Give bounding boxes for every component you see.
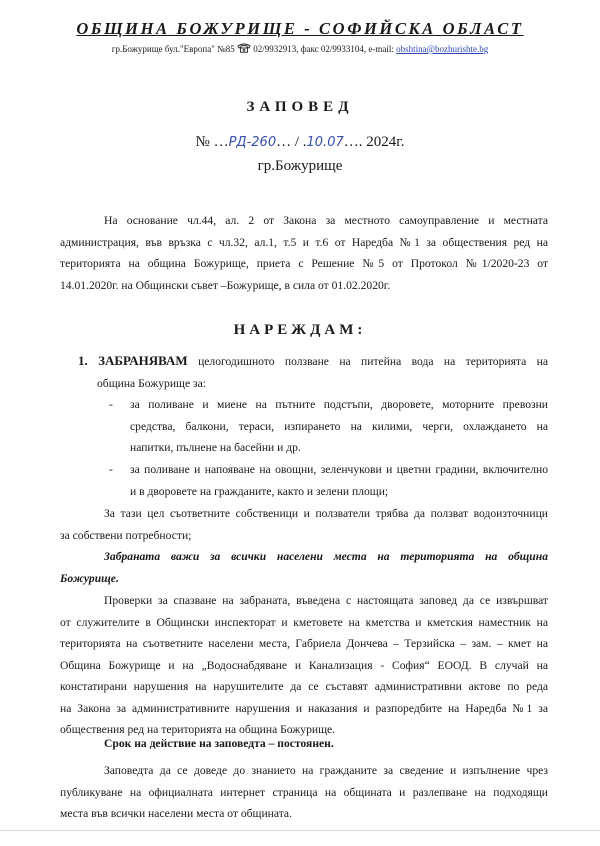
sources-line: За тази цел съответните собственици и ползватели трябва да ползват водоизточници (104, 507, 548, 520)
address-prefix: гр.Божурище бул."Европа" №85 (111, 44, 235, 54)
control-line: от служителите в Общински инспекторат и кметовете на кметства и кметския наместник на (60, 615, 548, 629)
bullet-dash: - (109, 463, 113, 476)
bullet-1 (109, 394, 548, 459)
item-1-line2: община Божурище за: (97, 376, 206, 390)
control-line: територията на съответните населени места, Габриела Дончева – Терзийска – зам. – кмет на (60, 637, 548, 650)
handwritten-number: РД-260 (228, 135, 277, 150)
item-1-line (78, 350, 548, 373)
orders-heading: НАРЕЖДАМ: (233, 322, 367, 338)
preamble-line: територията на община Божурище, приета с Решение №5 от Протокол №1/2020-23 от (60, 257, 548, 270)
bullet-line: напитки, пълнене на басейни и др. (130, 441, 301, 454)
water-sources-note (60, 503, 548, 546)
preamble (60, 210, 548, 296)
order-city: гр.Божурище (257, 158, 343, 174)
page-bottom-edge (0, 830, 600, 831)
address-line (0, 43, 600, 54)
phone-icon (237, 44, 253, 54)
preamble-line: 14.01.2020г. на Общински съвет –Божурище, в сила от 01.02.2020г. (60, 278, 391, 292)
control-line: на Закона за административните нарушения и наказания и разпоредбите на Наредба №1 за (60, 701, 548, 715)
preamble-line: администрация, във връзка с чл.32, ал.1, т.5 и т.6 от Наредба №1 за обществения ред на (60, 235, 548, 249)
address-suffix: 02/9932913, факс 02/9933104, e-mail: (253, 44, 394, 54)
preamble-line: На основание чл.44, ал. 2 от Закона за местното самоуправление и местната (104, 214, 548, 227)
publication-line: публикуване на официалната интернет страница на общината и разлепване на подходящи (60, 785, 548, 799)
ban-keyword: ЗАБРАНЯВАМ (98, 353, 188, 368)
publication-line: места във всички населени места от общината. (60, 807, 292, 820)
control-paragraph (60, 590, 548, 741)
handwritten-date: 10.07 (306, 135, 344, 150)
order-year: 2024г. (366, 134, 405, 150)
email-link[interactable]: obshtina@bozhurishte.bg (396, 44, 489, 54)
publication-paragraph (60, 760, 548, 825)
bullet-2 (109, 459, 548, 502)
number-sign: № (195, 134, 210, 150)
order-number-line: № …РД-260… / .10.07…. 2024г. (195, 134, 405, 150)
control-line: обществения ред на територията на община Божурище. (60, 723, 336, 736)
bullet-line: и в дворовете на гражданите, както и зелени площи; (130, 484, 389, 498)
ban-scope-line: Забраната важи за всички населени места на територията на община (104, 550, 548, 563)
order-title: ЗАПОВЕД (246, 99, 354, 115)
control-line: Община Божурище и на „Водоснабдяване и Канализация - София“ ЕООД. В случай на (60, 658, 548, 672)
control-line: констатирани нарушения на нарушителите да се съставят административни актове по реда (60, 680, 548, 693)
ban-scope (60, 546, 548, 589)
ban-scope-line: Божурище. (60, 571, 119, 585)
bullet-line: средства, балкони, тераси, изпирането на килими, черги, охлаждането на (130, 419, 548, 433)
bullet-line: за поливане и напояване на овощни, зеленчукови и цветни градини, включително (130, 463, 548, 476)
municipality-header: ОБЩИНА БОЖУРИЩЕ - СОФИЙСКА ОБЛАСТ (76, 19, 524, 38)
item-1 (78, 350, 548, 394)
validity-term: Срок на действие на заповедта – постоянен. (104, 737, 334, 750)
publication-line: Заповедта да се доведе до знанието на гражданите за сведение и изпълнение чрез (104, 764, 548, 777)
sources-line: за собствени потребности; (60, 528, 192, 542)
bullet-dash: - (109, 398, 113, 411)
item-number: 1. (78, 353, 88, 368)
bullet-line: за поливане и миене на пътните подстъпи, дворовете, моторните превозни (130, 398, 548, 411)
control-line: Проверки за спазване на забраната, въведена с настоящата заповед да се извършват (104, 594, 548, 607)
item-1-rest: целогодишното ползване на питейна вода на територията на (198, 355, 548, 368)
